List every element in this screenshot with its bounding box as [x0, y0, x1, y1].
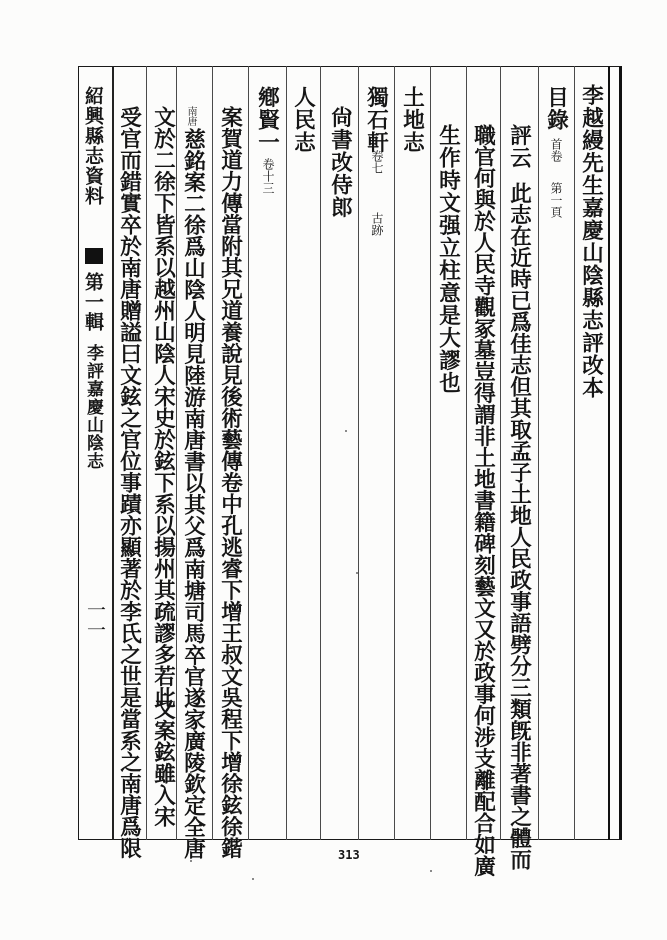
column-rule: [538, 66, 539, 840]
series-volume: 第一輯: [82, 272, 104, 332]
text-column: 案賀道力傳當附其兄道養說見後術藝傳卷中孔逃睿下增王叔文吳程下增徐鉉徐鍇: [217, 106, 243, 859]
comment-label: 評云: [506, 124, 532, 169]
book-title: 李評嘉慶山陰志: [83, 344, 103, 470]
column-rule: [500, 66, 501, 840]
black-block-mark: [85, 248, 103, 264]
entry-heading: 獨石軒: [363, 86, 389, 154]
column-rule: [112, 66, 114, 840]
column-rule: [176, 66, 177, 840]
text-column: 文於二徐下皆系以越州山陰人宋史於鉉下系以揚州其疏謬多若此: [150, 106, 176, 708]
scan-speck: [190, 860, 192, 862]
column-rule: [430, 66, 431, 840]
column-rule: [248, 66, 249, 840]
entry-category: 古跡: [370, 212, 384, 236]
text-column: 職官何與於人民寺觀冢墓豈得謂非土地書籍碑刻藝文又於政事何涉支離配合如廣: [470, 124, 496, 877]
page-number: 313: [338, 848, 360, 862]
toc-page: 第一頁: [549, 182, 563, 218]
column-rule: [286, 66, 287, 840]
text-column: 尙書改侍郎: [327, 106, 353, 219]
scan-speck: [430, 870, 432, 872]
text-column: 受官而錯實卒於南唐贈謚曰文鉉之官位事蹟亦顯著於李氏之世是當系之南唐爲限: [116, 106, 142, 859]
scan-speck: [252, 878, 254, 880]
scan-speck: [356, 572, 358, 574]
column-rule: [320, 66, 321, 840]
running-title: 紹興縣志資料: [82, 86, 104, 206]
title-column: 李越縵先生嘉慶山陰縣志評改本: [578, 84, 604, 399]
column-rule: [146, 66, 147, 840]
entry-heading: 鄕賢一: [254, 86, 280, 154]
scan-speck: [345, 430, 347, 432]
inline-note: 南唐: [185, 106, 196, 126]
column-rule: [394, 66, 395, 840]
entry-volume: 卷七: [370, 150, 384, 174]
entry-volume: 卷十三: [261, 158, 275, 194]
text-column: 又案鉉雖入宋: [150, 698, 176, 827]
text-column: 此志在近時已爲佳志但其取孟子土地人民政事語劈分三類旣非著書之體而: [506, 182, 532, 870]
column-rule: [466, 66, 467, 840]
toc-volume: 首卷: [549, 138, 563, 162]
section-heading: 土地志: [399, 86, 425, 154]
frame-edge: [608, 66, 610, 840]
leaf-number: 一一: [84, 600, 106, 640]
column-rule: [212, 66, 213, 840]
text-column: 慈銘案二徐爲山陰人明見陸游南唐書以其父爲南塘司馬卒官遂家廣陵欽定全唐: [180, 128, 206, 859]
toc-heading: 目錄: [543, 86, 569, 131]
text-column: 生作時文强立柱意是大謬也: [435, 124, 461, 394]
section-heading: 人民志: [290, 86, 316, 154]
column-rule: [358, 66, 359, 840]
column-rule: [574, 66, 575, 840]
